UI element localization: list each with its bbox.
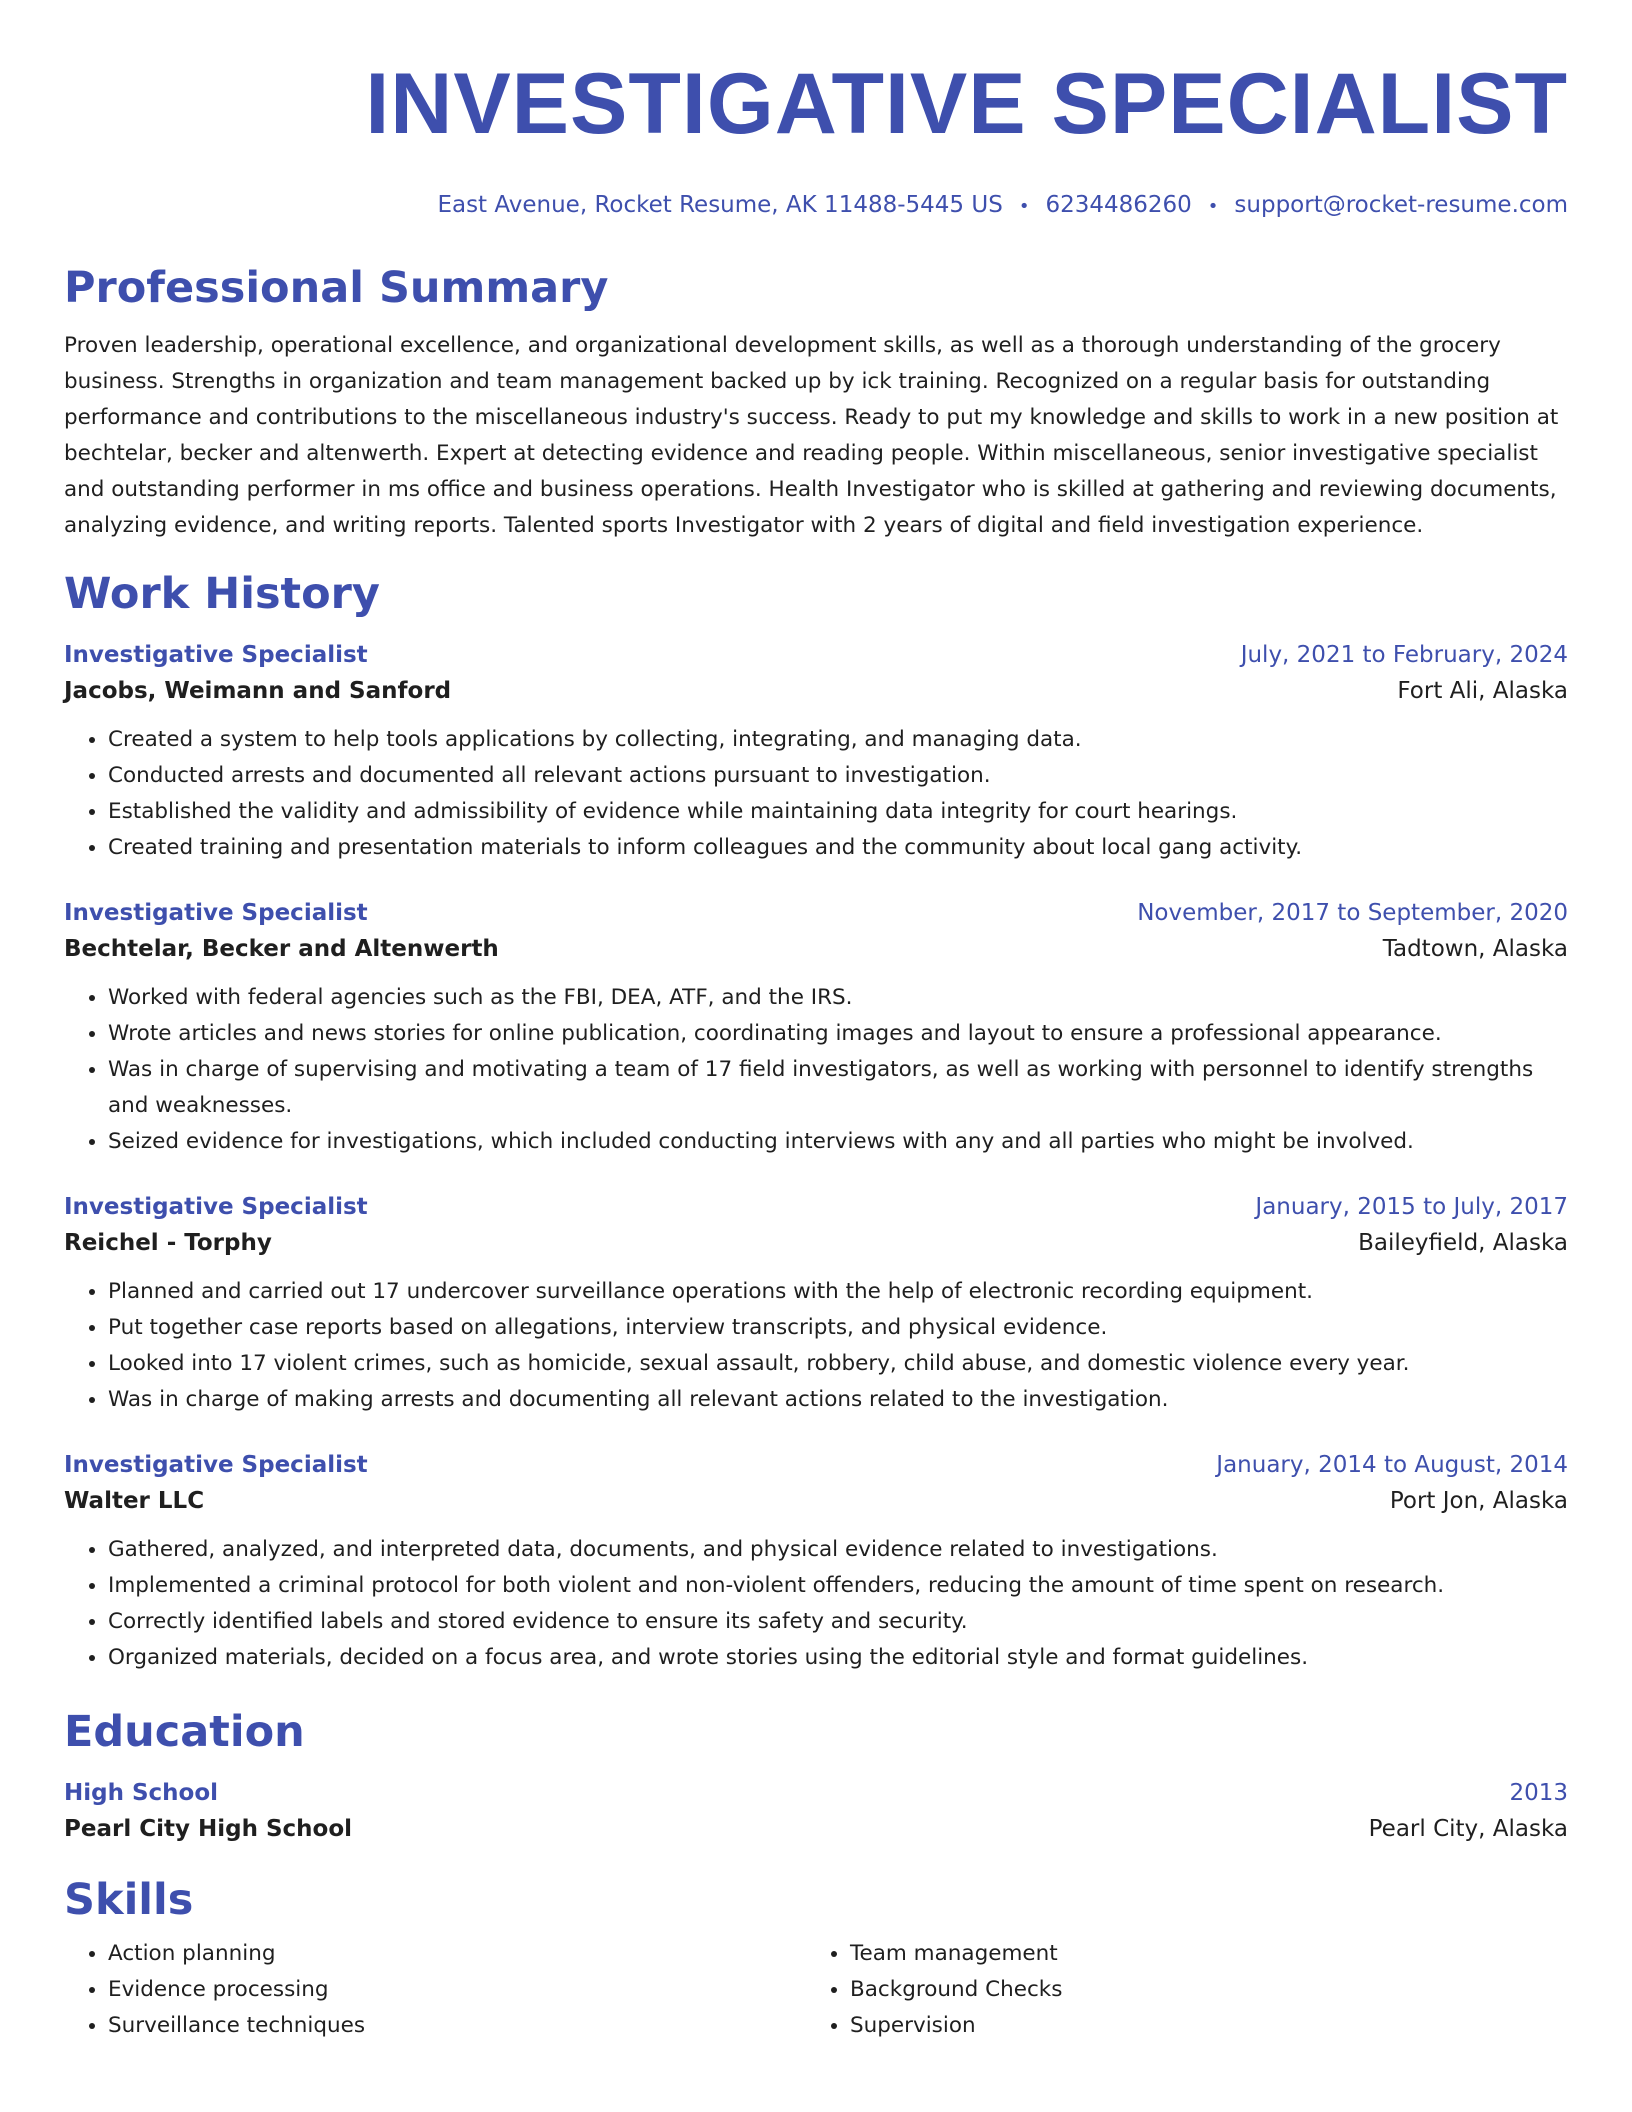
skills-heading: Skills (64, 1875, 194, 1925)
contact-phone: 6234486260 (1045, 192, 1192, 218)
job-bullet: • Planned and carried out 17 undercover surveillance operations with the help of electronic recording equipment. (108, 1274, 1568, 1310)
job-company: Reichel - Torphy (64, 1230, 272, 1256)
contact-separator: • (1018, 196, 1030, 217)
job-entry (64, 896, 1568, 1160)
job-role: Investigative Specialist (64, 1452, 368, 1478)
job-bullets (64, 722, 1568, 866)
job-bullet: • Put together case reports based on allegations, interview transcripts, and physical evidence. (108, 1310, 1568, 1346)
job-entry (64, 1448, 1568, 1676)
job-location: Tadtown, Alaska (1382, 936, 1568, 962)
contact-address: East Avenue, Rocket Resume, AK 11488-5445 US (437, 192, 1003, 218)
contact-email[interactable]: support@rocket-resume.com (1234, 192, 1568, 218)
job-dates: January, 2015 to July, 2017 (1255, 1194, 1568, 1220)
job-company: Walter LLC (64, 1488, 205, 1514)
job-role: Investigative Specialist (64, 642, 368, 668)
job-bullet: • Conducted arrests and documented all relevant actions pursuant to investigation. (108, 758, 1568, 794)
work-history-list (64, 638, 1568, 1676)
job-role: Investigative Specialist (64, 1194, 368, 1220)
job-bullet: • Looked into 17 violent crimes, such as homicide, sexual assault, robbery, child abuse, and domestic violence every year. (108, 1346, 1568, 1382)
job-entry (64, 638, 1568, 866)
job-bullet: • Established the validity and admissibility of evidence while maintaining data integrity for court hearings. (108, 794, 1568, 830)
job-location: Fort Ali, Alaska (1397, 678, 1568, 704)
skills-column-left (64, 1936, 806, 2044)
contact-separator: • (1207, 196, 1219, 217)
job-bullet: • Worked with federal agencies such as the FBI, DEA, ATF, and the IRS. (108, 980, 1568, 1016)
skill-item: • Action planning (108, 1936, 806, 1972)
job-bullet: • Created training and presentation materials to inform colleagues and the community about local gang activity. (108, 830, 1568, 866)
job-bullet: • Was in charge of supervising and motivating a team of 17 field investigators, as well as working with personnel to identify strengths and weaknesses. (108, 1052, 1568, 1124)
job-bullet: • Gathered, analyzed, and interpreted data, documents, and physical evidence related to investigations. (108, 1532, 1568, 1568)
job-dates: November, 2017 to September, 2020 (1137, 900, 1568, 926)
skill-item: • Evidence processing (108, 1972, 806, 2008)
job-bullet: • Seized evidence for investigations, which included conducting interviews with any and all parties who might be involved. (108, 1124, 1568, 1160)
job-location: Port Jon, Alaska (1389, 1488, 1568, 1514)
summary-heading: Professional Summary (64, 263, 609, 313)
job-bullet: • Organized materials, decided on a focus area, and wrote stories using the editorial style and format guidelines. (108, 1640, 1568, 1676)
skill-item: • Surveillance techniques (108, 2008, 806, 2044)
job-company: Bechtelar, Becker and Altenwerth (64, 936, 499, 962)
candidate-name: INVESTIGATIVE SPECIALIST (365, 56, 1568, 152)
skill-item: • Team management (850, 1936, 1548, 1972)
education-heading: Education (64, 1707, 305, 1757)
job-bullets (64, 980, 1568, 1160)
summary-text: Proven leadership, operational excellence, and organizational development skills, as well as a thorough understanding of the grocery business. Strengths in organization and team management backed up by ick training. Recognized on a regular basis for outstanding performance and contributions to the miscellaneous industry's success. Ready to put my knowledge and skills to work in a new position at bechtelar, becker and altenwerth. Expert at detecting evidence and reading people. Within miscellaneous, senior investigative specialist and outstanding performer in ms office and business operations. Health Investigator who is skilled at gathering and reviewing documents, analyzing evidence, and writing reports. Talented sports Investigator with 2 years of digital and field investigation experience. (64, 333, 1559, 538)
skills-list (64, 1936, 1568, 2044)
education-location: Pearl City, Alaska (1368, 1816, 1568, 1842)
skills-column-right (806, 1936, 1548, 2044)
job-bullets (64, 1274, 1568, 1418)
education-school: Pearl City High School (64, 1816, 353, 1842)
job-role: Investigative Specialist (64, 900, 368, 926)
job-bullet: • Implemented a criminal protocol for both violent and non-violent offenders, reducing the amount of time spent on research. (108, 1568, 1568, 1604)
job-dates: July, 2021 to February, 2024 (1240, 642, 1568, 668)
job-dates: January, 2014 to August, 2014 (1216, 1452, 1568, 1478)
resume-header (64, 0, 1568, 222)
contact-line (64, 190, 1568, 222)
job-entry (64, 1190, 1568, 1418)
education-entry (64, 1776, 1568, 1848)
job-bullet: • Correctly identified labels and stored evidence to ensure its safety and security. (108, 1604, 1568, 1640)
work-history-heading: Work History (64, 569, 380, 619)
education-degree: High School (64, 1780, 219, 1806)
job-location: Baileyfield, Alaska (1358, 1230, 1568, 1256)
job-company: Jacobs, Weimann and Sanford (64, 678, 452, 704)
skill-item: • Background Checks (850, 1972, 1548, 2008)
education-year: 2013 (1509, 1780, 1568, 1806)
job-bullets (64, 1532, 1568, 1676)
job-bullet: • Created a system to help tools applications by collecting, integrating, and managing data. (108, 722, 1568, 758)
skill-item: • Supervision (850, 2008, 1548, 2044)
job-bullet: • Was in charge of making arrests and documenting all relevant actions related to the investigation. (108, 1382, 1568, 1418)
job-bullet: • Wrote articles and news stories for online publication, coordinating images and layout to ensure a professional appearance. (108, 1016, 1568, 1052)
